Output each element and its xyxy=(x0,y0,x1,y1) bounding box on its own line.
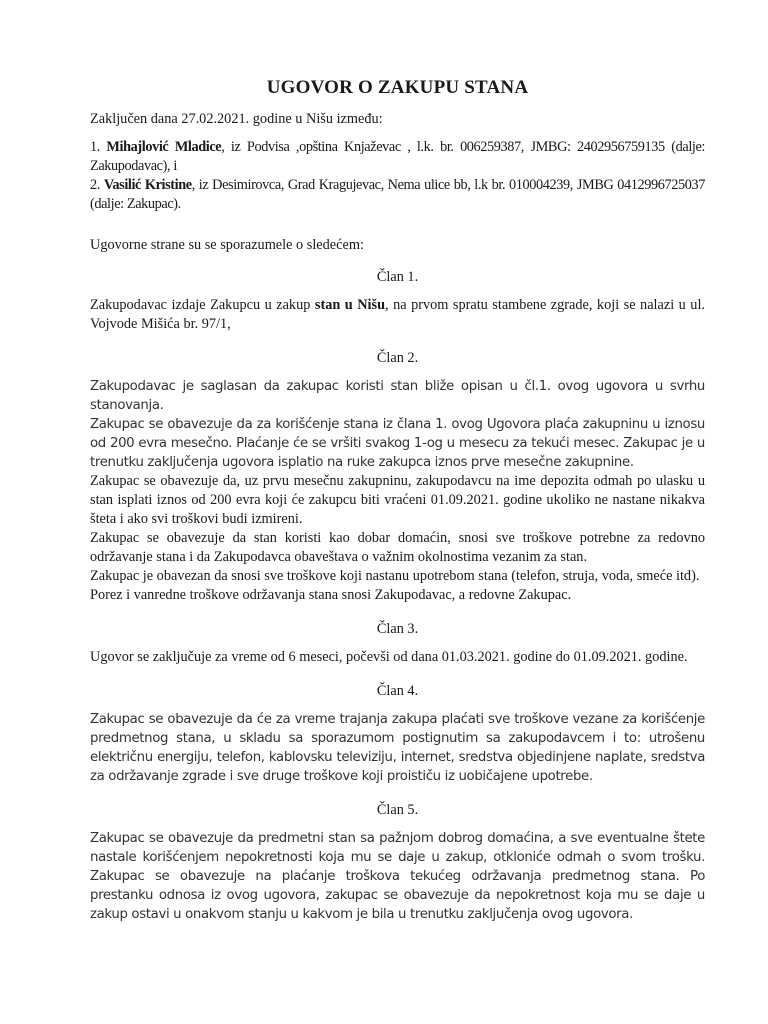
party-2 xyxy=(90,176,705,214)
article-1-text-post: , na prvom spratu stambene zgrade, koji se nalazi u ul. Vojvode Mišića br. 97/1, xyxy=(90,297,705,332)
agreement-line: Ugovorne strane su se sporazumele o sledećem: xyxy=(90,237,364,253)
article-2-heading: Član 2. xyxy=(376,350,419,366)
article-5-text: Zakupac se obavezuje da predmetni stan sa pažnjom dobrog domaćina, a sve eventualne štete nastale korišćenjem nepokretnosti koja mu se daje u zakup, otkloniće odmah o svom trošku. Zakupac se obavezuje na plaćanje troškova tekućeg održavanja predmetnog stana. Po prestanku odnosa iz ovog ugovora, zakupac se obavezuje da nepokretnost koja mu se daje u zakup ostavi u onakvom stanju u kakvom je bila u trenutku zaključenja ovog ugovora. xyxy=(90,831,705,922)
party-2-details: , iz Desimirovca, Grad Kragujevac, Nema ulice bb, l.k br. 010004239, JMBG 0412996725037 (dalje: Zakupac). xyxy=(90,177,705,212)
article-2-body xyxy=(90,377,705,605)
article-1-text xyxy=(90,296,705,334)
article-2-paragraph: Zakupac se obavezuje da za korišćenje stana iz člana 1. ovog Ugovora plaća zakupninu u iznosu od 200 evra mesečno. Plaćanje će se vršiti svakog 1-og u mesecu za tekući mesec. Zakupac je u trenutku zaključenja ugovora isplatio na ruke zakupca iznos prve mesečne zakupnine. xyxy=(90,417,705,470)
party-1 xyxy=(90,138,705,176)
party-1-number: 1. xyxy=(90,139,107,155)
intro-line: Zaključen dana 27.02.2021. godine u Nišu između: xyxy=(90,111,383,127)
contract-page xyxy=(90,78,705,939)
article-2-paragraph: Zakupodavac je saglasan da zakupac koristi stan bliže opisan u čl.1. ovog ugovora u svrhu stanovanja. xyxy=(90,379,705,413)
article-1-subject: stan u Nišu xyxy=(314,297,386,313)
party-1-details: , iz Podvisa ,opština Knjaževac , l.k. br. 006259387, JMBG: 2402956759135 (dalje: Zakupodavac), i xyxy=(90,139,705,174)
article-3-heading: Član 3. xyxy=(376,621,419,637)
article-1-heading: Član 1. xyxy=(376,269,419,285)
article-5-heading: Član 5. xyxy=(376,802,419,818)
article-3-text: Ugovor se zaključuje za vreme od 6 meseci, počevši od dana 01.03.2021. godine do 01.09.2021. godine. xyxy=(90,649,688,665)
party-2-name: Vasilić Kristine xyxy=(103,177,192,193)
article-2-paragraph: Zakupac se obavezuje da stan koristi kao dobar domaćin, snosi sve troškove potrebne za redovno održavanje stana i da Zakupodavca obaveštava o važnim okolnostima vezanim za stan. xyxy=(90,530,705,565)
article-4-text: Zakupac se obavezuje da će za vreme trajanja zakupa plaćati sve troškove vezane za korišćenje predmetnog stana, u skladu sa sporazumom postignutim sa zakupodavcem i to: utrošenu električnu energiju, telefon, kablovsku televiziju, internet, sredstva objedinjene naplate, sredstva za održavanje zgrade i sve druge troškove koji proističu iz uobičajene upotrebe. xyxy=(90,712,705,784)
article-1-text-pre: Zakupodavac izdaje Zakupcu u zakup xyxy=(90,297,315,313)
document-title: UGOVOR O ZAKUPU STANA xyxy=(266,77,529,98)
article-2-paragraph: Zakupac se obavezuje da, uz prvu mesečnu zakupninu, zakupodavcu na ime depozita odmah po ulasku u stan isplati iznos od 200 evra koji će zakupcu biti vraćeni 01.09.2021. godine ukoliko ne nastane nikakva šteta i ako svi troškovi budi izmireni. xyxy=(90,473,705,527)
article-4-heading: Član 4. xyxy=(376,683,419,699)
party-2-number: 2. xyxy=(90,177,104,193)
article-2-paragraph: Zakupac je obavezan da snosi sve troškove koji nastanu upotrebom stana (telefon, struja, voda, smeće itd). xyxy=(90,568,700,584)
party-1-name: Mihajlović Mladice xyxy=(106,139,222,155)
article-2-paragraph: Porez i vanredne troškove održavanja stana snosi Zakupodavac, a redovne Zakupac. xyxy=(90,587,572,603)
